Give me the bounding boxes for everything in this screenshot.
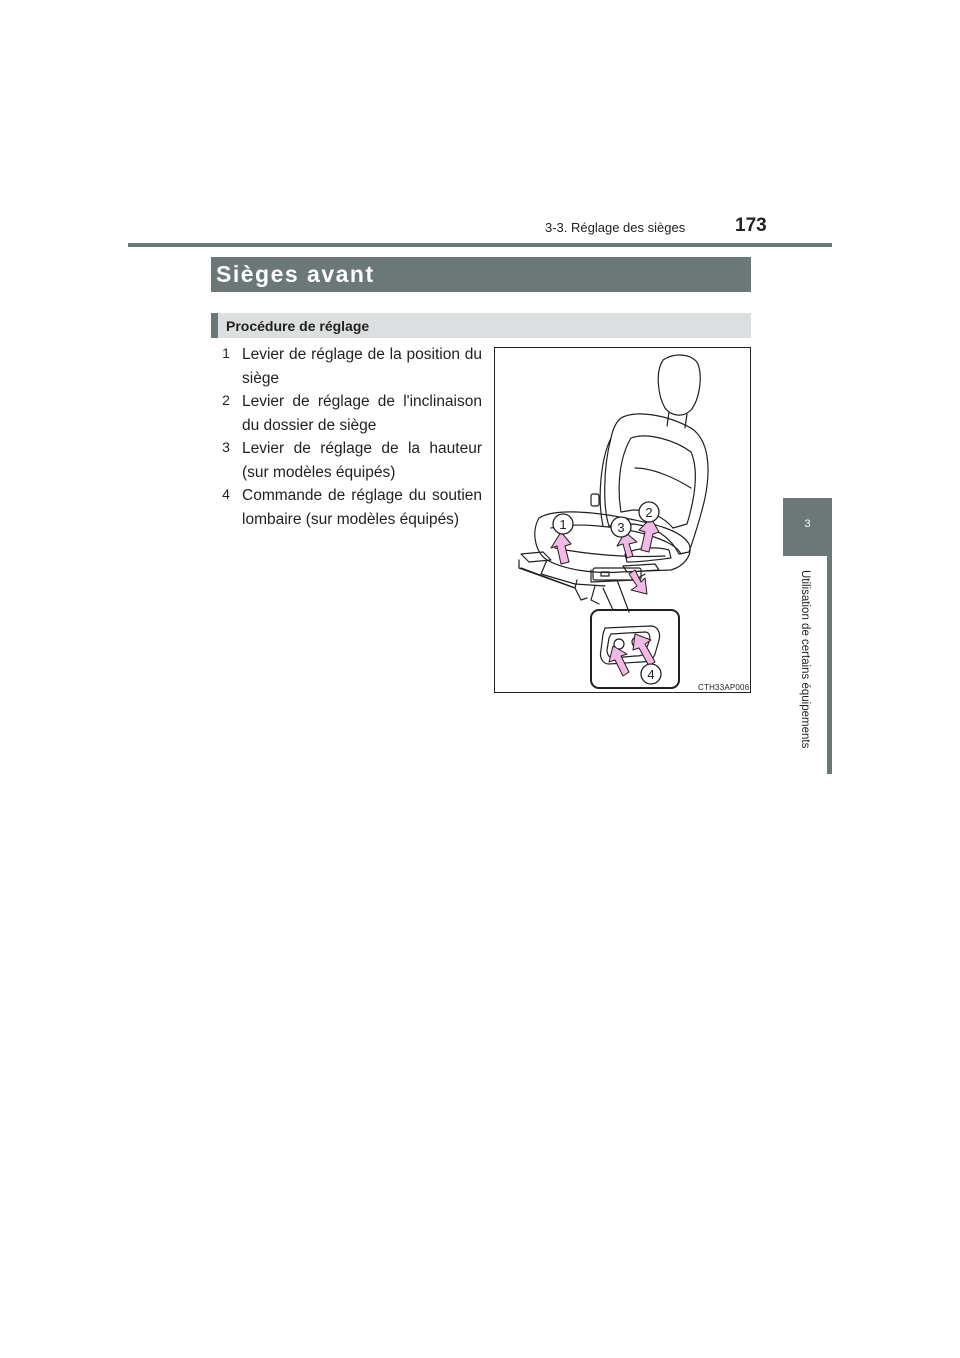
- item-text: Levier de réglage de la hauteur (sur modèles équipés): [242, 440, 482, 481]
- step-number-icon: [218, 345, 234, 361]
- item-text: Levier de réglage de la position du siège: [242, 346, 482, 387]
- chapter-side-label: [797, 570, 811, 770]
- seat-illustration: [494, 347, 751, 693]
- page-number: 173: [735, 215, 767, 236]
- item-text: Levier de réglage de l'inclinaison du dossier de siège: [242, 393, 482, 434]
- step-number-icon: [218, 486, 234, 502]
- step-number: 2: [222, 392, 230, 408]
- callout-2: 2: [645, 505, 653, 520]
- page-title: Sièges avant: [216, 261, 375, 287]
- seat-diagram: [495, 348, 750, 692]
- callout-3: 3: [617, 520, 625, 535]
- chapter-number: 3: [804, 518, 811, 530]
- chapter-title: Utilisation de certains équipements: [799, 570, 811, 749]
- subheading-bar: [211, 313, 751, 338]
- callout-4: 4: [647, 667, 655, 682]
- figure-code: CTH33AP006: [698, 683, 750, 692]
- subheading-accent: [211, 313, 218, 338]
- callout-1: 1: [559, 517, 567, 532]
- chapter-tab: [783, 498, 832, 556]
- subheading-title: Procédure de réglage: [226, 318, 370, 334]
- section-reference: 3-3. Réglage des sièges: [545, 220, 686, 235]
- section-title-bar: [211, 257, 751, 292]
- step-number: 3: [222, 439, 230, 455]
- step-number-icon: [218, 439, 234, 455]
- step-number: 4: [222, 486, 230, 502]
- item-text: Commande de réglage du soutien lombaire (sur modèles équipés): [242, 487, 482, 528]
- header-divider: [128, 243, 832, 247]
- step-number: 1: [222, 345, 230, 361]
- step-number-icon: [218, 392, 234, 408]
- chapter-side-rule: [827, 556, 832, 774]
